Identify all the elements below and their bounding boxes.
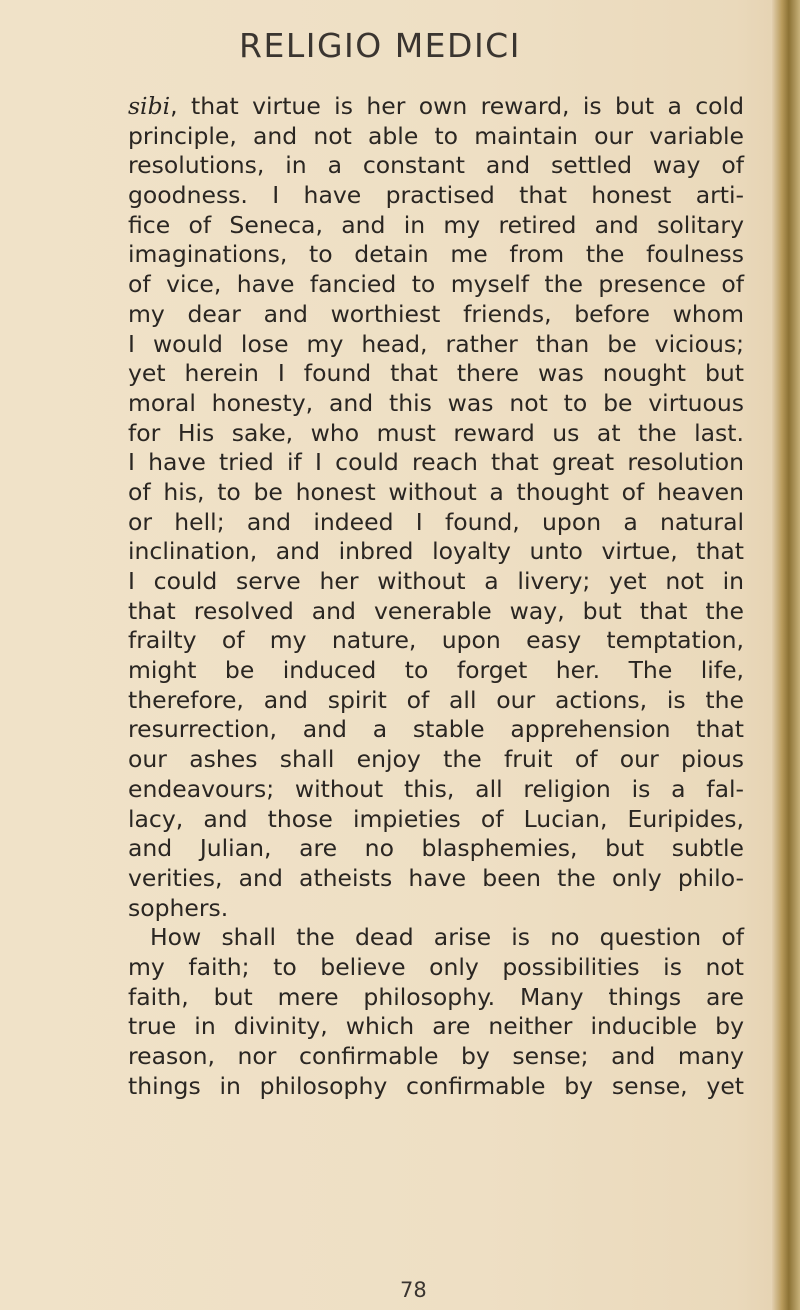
text-line: therefore, and spirit of all our actions, is the	[128, 685, 744, 714]
text-line: things in philosophy confirmable by sense, yet	[128, 1071, 744, 1100]
page-edge	[772, 0, 800, 1310]
text-line: I would lose my head, rather than be vicious;	[128, 329, 744, 358]
text-line: true in divinity, which are neither inducible by	[128, 1012, 744, 1041]
text-line: resurrection, and a stable apprehension that	[128, 715, 744, 744]
text-line: principle, and not able to maintain our variable	[128, 121, 744, 150]
text-line: verities, and atheists have been the only philo-	[128, 863, 744, 892]
text-line: my faith; to believe only possibilities is not	[128, 952, 744, 981]
text-line: inclination, and inbred loyalty unto virtue, that	[128, 537, 744, 566]
text-line: goodness. I have practised that honest arti-	[128, 181, 744, 210]
text-line: How shall the dead arise is no question of	[150, 923, 744, 952]
text-line: of vice, have fancied to myself the presence of	[128, 270, 744, 299]
text-line: our ashes shall enjoy the fruit of our pious	[128, 745, 744, 774]
text-line: reason, nor confirmable by sense; and many	[128, 1042, 744, 1070]
italic-word: sibi	[128, 92, 171, 120]
text-line: resolutions, in a constant and settled way of	[128, 151, 744, 180]
text-line: endeavours; without this, all religion is a fal-	[128, 774, 744, 803]
text-line: sibi, that virtue is her own reward, is but a cold	[128, 92, 744, 120]
text-line: imaginations, to detain me from the foulness	[128, 240, 744, 269]
text-line: or hell; and indeed I found, upon a natural	[128, 507, 744, 536]
body-text	[128, 92, 744, 1101]
text-line: sophers.	[128, 893, 229, 922]
text-line: moral honesty, and this was not to be virtuous	[128, 388, 744, 417]
text-line: fice of Seneca, and in my retired and solitary	[128, 210, 744, 239]
text-line: faith, but mere philosophy. Many things are	[128, 982, 744, 1011]
text-line: of his, to be honest without a thought of heaven	[128, 477, 744, 506]
text-line: might be induced to forget her. The life,	[128, 656, 744, 685]
text-line: my dear and worthiest friends, before whom	[128, 299, 744, 328]
text-line: I have tried if I could reach that great resolution	[128, 448, 744, 477]
text-line: for His sake, who must reward us at the last.	[128, 418, 744, 447]
text-line: and Julian, are no blasphemies, but subtle	[128, 834, 744, 863]
text-line: I could serve her without a livery; yet not in	[128, 567, 744, 595]
text-line: that resolved and venerable way, but that the	[128, 596, 744, 625]
running-head: RELIGIO MEDICI	[239, 26, 521, 65]
text-line: lacy, and those impieties of Lucian, Euripides,	[128, 804, 744, 833]
page-number: 78	[400, 1278, 427, 1302]
text-line: frailty of my nature, upon easy temptation,	[128, 626, 744, 655]
text-line: yet herein I found that there was nought but	[128, 359, 744, 388]
